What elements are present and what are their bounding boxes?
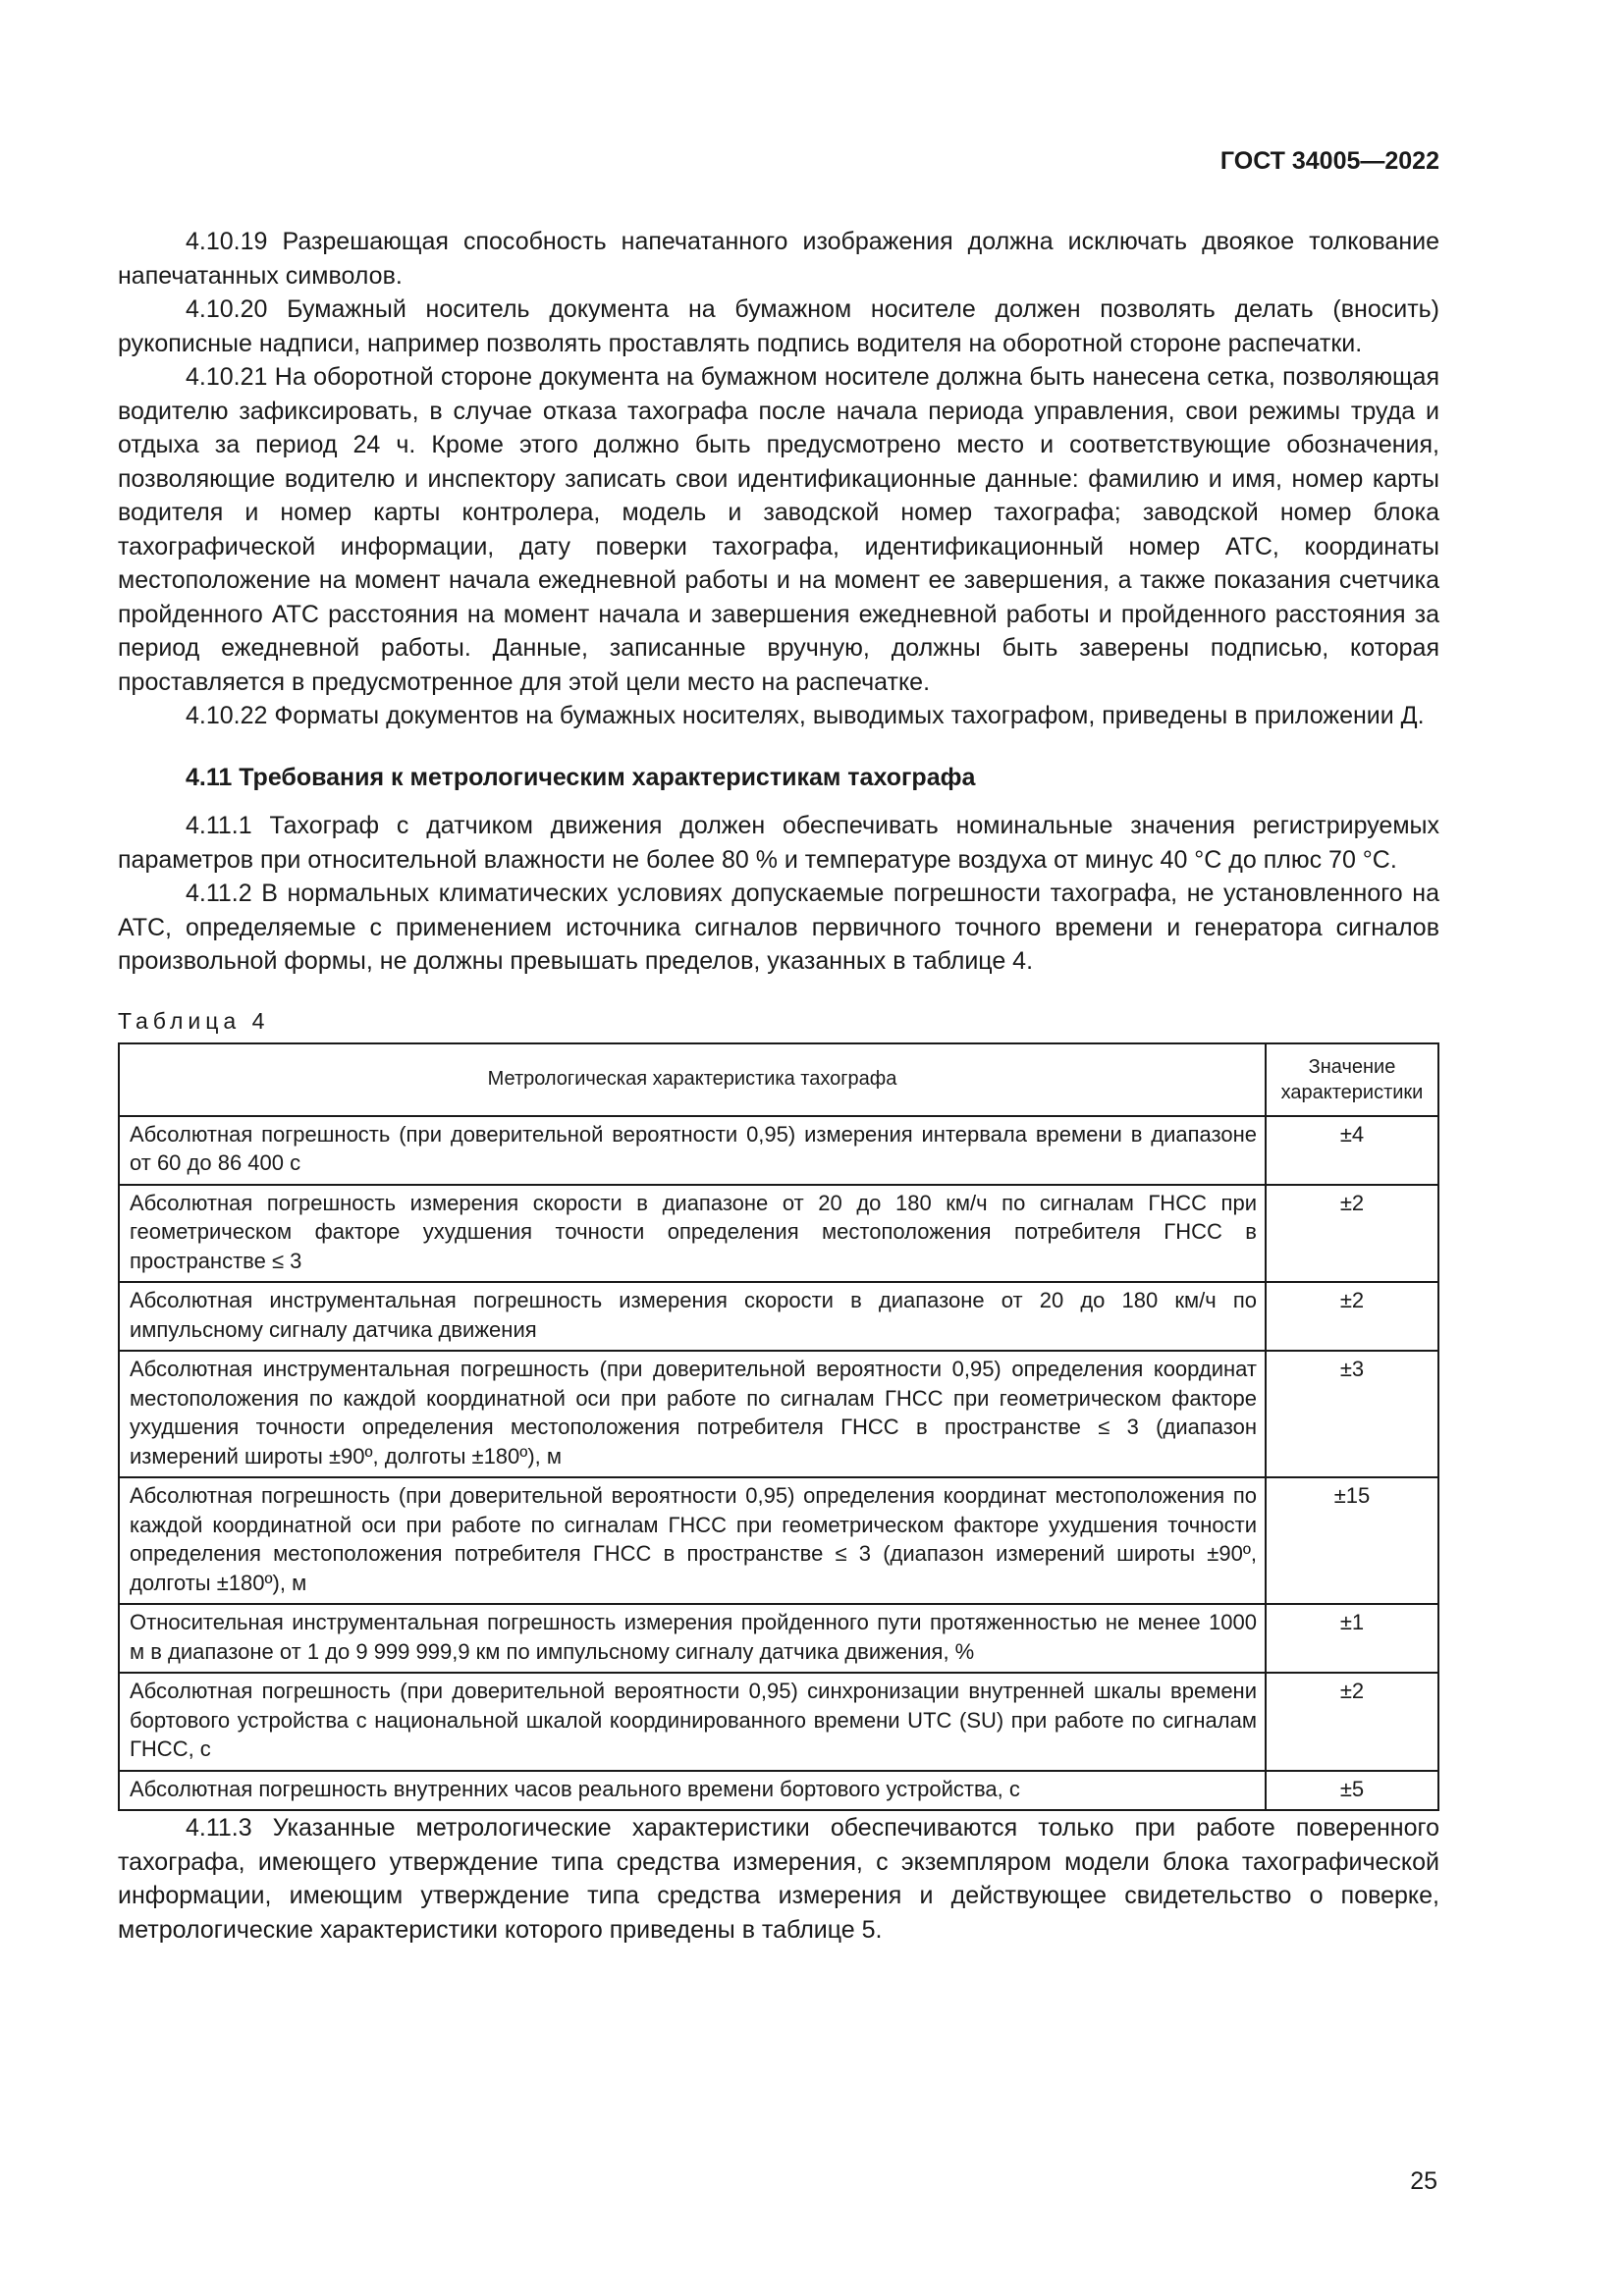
- table-cell-characteristic: Абсолютная погрешность (при доверительной вероятности 0,95) синхронизации внутренней шкалы времени бортового устройства с национальной шкалой координированного времени UTC (SU) при работе по сигналам ГНСС, с: [119, 1673, 1266, 1771]
- table-row: [119, 1604, 1438, 1673]
- table-cell-characteristic: Абсолютная погрешность измерения скорости в диапазоне от 20 до 180 км/ч по сигналам ГНСС при геометрическом факторе ухудшения точности определения местоположения потребителя ГНСС в пространстве ≤ 3: [119, 1185, 1266, 1283]
- table-cell-value: ±1: [1266, 1604, 1438, 1673]
- paragraph-4-10-19: 4.10.19 Разрешающая способность напечатанного изображения должна исключать двоякое толкование напечатанных символов.: [118, 228, 1439, 290]
- table-row: [119, 1282, 1438, 1351]
- paragraph-4-10-20: 4.10.20 Бумажный носитель документа на бумажном носителе должен позволять делать (вносить) рукописные надписи, например позволять проставлять подпись водителя на оборотной стороне распечатки.: [118, 295, 1439, 357]
- table-row: [119, 1185, 1438, 1283]
- table-cell-characteristic: Абсолютная инструментальная погрешность (при доверительной вероятности 0,95) определения координат местоположения по каждой координатной оси при работе по сигналам ГНСС при геометрическом факторе ухудшения точности определения местоположения потребителя ГНСС в пространстве ≤ 3 (диапазон измерений широты ±90º, долготы ±180º), м: [119, 1351, 1266, 1477]
- table-row: [119, 1116, 1438, 1185]
- table-row: [119, 1351, 1438, 1477]
- table-cell-characteristic: Абсолютная погрешность (при доверительной вероятности 0,95) определения координат местоположения по каждой координатной оси при работе по сигналам ГНСС при геометрическом факторе ухудшения точности определения местоположения потребителя ГНСС в пространстве ≤ 3 (диапазон измерений широты ±90º, долготы ±180º), м: [119, 1477, 1266, 1604]
- table-cell-characteristic: Относительная инструментальная погрешность измерения пройденного пути протяженностью не менее 1000 м в диапазоне от 1 до 9 999 999,9 км по импульсному сигналу датчика движения, %: [119, 1604, 1266, 1673]
- section-heading-4-11: 4.11 Требования к метрологическим характеристикам тахографа: [186, 763, 976, 791]
- table-cell-characteristic: Абсолютная инструментальная погрешность измерения скорости в диапазоне от 20 до 180 км/ч по импульсному сигналу датчика движения: [119, 1282, 1266, 1351]
- table-row: [119, 1477, 1438, 1604]
- table-row: [119, 1771, 1438, 1811]
- table-cell-value: ±5: [1266, 1771, 1438, 1811]
- paragraph-4-11-2: 4.11.2 В нормальных климатических условиях допускаемые погрешности тахографа, не установленного на АТС, определяемые с применением источника сигналов первичного точного времени и генератора сигналов произвольной формы, не должны превышать пределов, указанных в таблице 4.: [118, 880, 1439, 975]
- page-body: [118, 225, 1439, 1947]
- page-number: 25: [1410, 2167, 1437, 2195]
- table-cell-value: ±3: [1266, 1351, 1438, 1477]
- paragraph-4-10-21: 4.10.21 На оборотной стороне документа на бумажном носителе должна быть нанесена сетка, позволяющая водителю зафиксировать, в случае отказа тахографа после начала периода управления, свои режимы труда и отдыха за период 24 ч. Кроме этого должно быть предусмотрено место и соответствующие обозначения, позволяющие водителю и инспектору записать свои идентификационные данные: фамилию и имя, номер карты водителя и номер карты контролера, модель и заводской номер тахографа; заводской номер блока тахографической информации, дату поверки тахографа, идентификационный номер АТС, координаты местоположение на момент начала ежедневной работы и на момент ее завершения, а также показания счетчика пройденного АТС расстояния на момент начала и завершения ежедневной работы и пройденного расстояния за период ежедневной работы. Данные, записанные вручную, должны быть заверены подписью, которая проставляется в предусмотренное для этой цели место на распечатке.: [118, 363, 1439, 696]
- paragraph-4-11-3: 4.11.3 Указанные метрологические характеристики обеспечиваются только при работе поверенного тахографа, имеющего утверждение типа средства измерения, с экземпляром модели блока тахографической информации, имеющим утверждение типа средства измерения и действующее свидетельство о поверке, метрологические характеристики которого приведены в таблице 5.: [118, 1814, 1439, 1944]
- metrology-table: [118, 1042, 1439, 1812]
- table-cell-value: ±2: [1266, 1282, 1438, 1351]
- table-row: [119, 1673, 1438, 1771]
- table-header-value: Значение характеристики: [1266, 1043, 1438, 1116]
- table-caption: Таблица 4: [118, 1007, 270, 1034]
- table-cell-characteristic: Абсолютная погрешность (при доверительной вероятности 0,95) измерения интервала времени в диапазоне от 60 до 86 400 с: [119, 1116, 1266, 1185]
- paragraph-4-10-22: 4.10.22 Форматы документов на бумажных носителях, выводимых тахографом, приведены в приложении Д.: [186, 702, 1425, 729]
- table-cell-value: ±2: [1266, 1673, 1438, 1771]
- table-header-row: [119, 1043, 1438, 1116]
- table-cell-value: ±15: [1266, 1477, 1438, 1604]
- table-cell-value: ±2: [1266, 1185, 1438, 1283]
- table-cell-characteristic: Абсолютная погрешность внутренних часов реального времени бортового устройства, с: [119, 1771, 1266, 1811]
- table-cell-value: ±4: [1266, 1116, 1438, 1185]
- document-header: ГОСТ 34005—2022: [1219, 147, 1439, 175]
- paragraph-4-11-1: 4.11.1 Тахограф с датчиком движения должен обеспечивать номинальные значения регистрируемых параметров при относительной влажности не более 80 % и температуре воздуха от минус 40 °С до плюс 70 °С.: [118, 812, 1439, 874]
- table-header-characteristic: Метрологическая характеристика тахографа: [119, 1043, 1266, 1116]
